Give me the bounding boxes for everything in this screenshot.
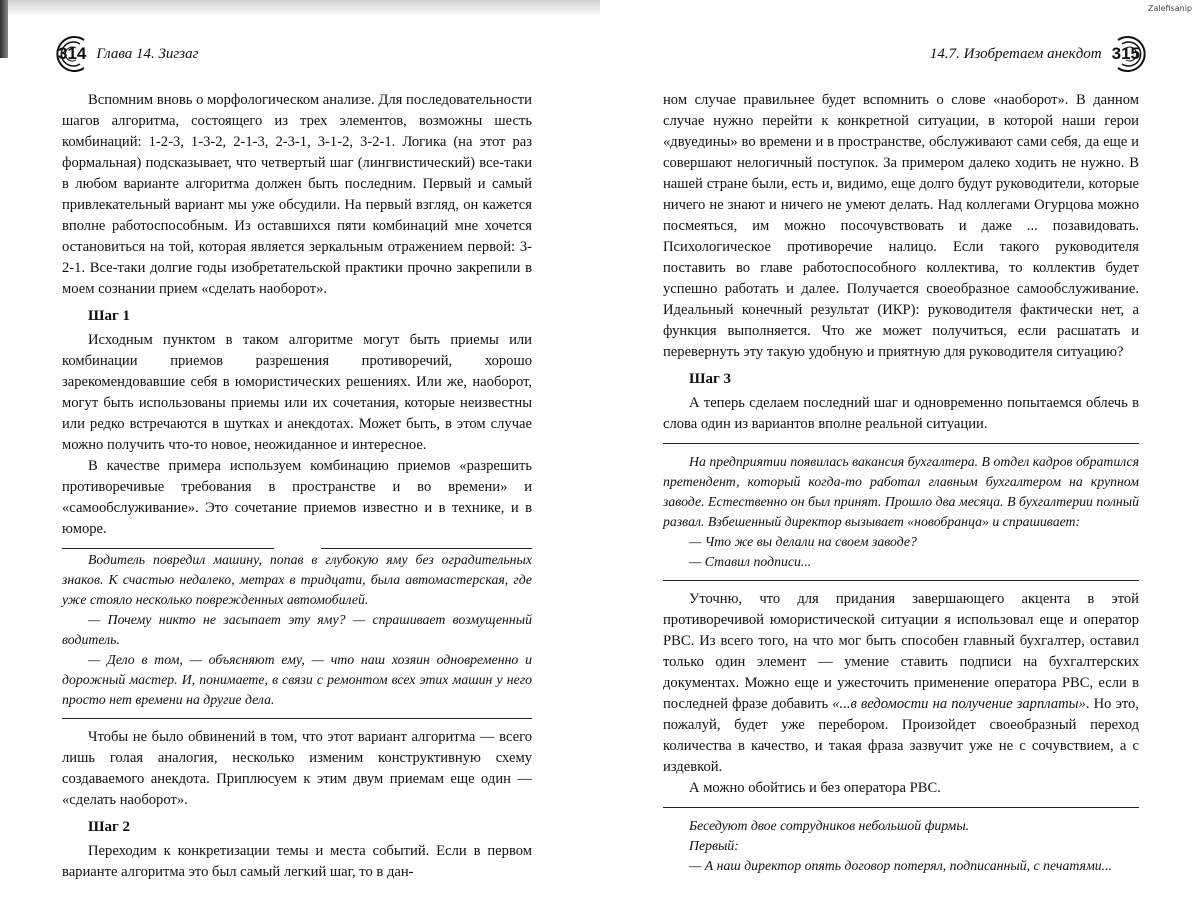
paragraph: Переходим к конкретизации темы и места событий. Если в первом варианте алгоритма это был самый легкий шаг, то в дан-	[62, 843, 532, 880]
paragraph: А теперь сделаем последний шаг и одновременно попытаемся облечь в слова один из вариантов вполне реальной ситуации.	[663, 395, 1139, 432]
joke-line: — Почему никто не засыпает эту яму? — спрашивает возмущенный водитель.	[62, 612, 532, 647]
joke-block	[663, 452, 1139, 572]
paragraph: В качестве примера используем комбинацию приемов «разрешить противоречивые требования в пространстве и во времени» и «самообслуживание». Это сочетание приемов известно и в технике, и в юморе.	[62, 458, 532, 537]
joke-block	[62, 550, 532, 710]
right-page	[600, 0, 1200, 903]
joke-divider-bottom	[663, 580, 1139, 581]
paragraph	[663, 589, 1139, 778]
paragraph: Чтобы не было обвинений в том, что этот вариант алгоритма — всего лишь голая аналогия, несколько изменим конструктивную схему создаваемого анекдота. Приплюсуем к этим двум приемам еще один — «сделать наоборот».	[62, 729, 532, 808]
running-head	[58, 44, 198, 64]
page-number: 314	[58, 44, 87, 63]
paragraph-text: Уточню, что для придания завершающего акцента в этой противоречивой юмористической ситуации я использовал еще и оператор РВС. Из всего того, на что мог быть способен главный бухгалтер, оставил только один элемент — умение ставить подписи на бухгалтерских документах. Можно еще и ужесточить применение оператора РВС, если в последней фразе добавить	[663, 591, 1139, 712]
joke-line: На предприятии появилась вакансия бухгалтера. В отдел кадров обратился претендент, который когда-то работал главным бухгалтером на крупном заводе. Естественно он был принят. Прошло два месяца. В бухгалтерии полный развал. Взбешенный директор вызывает «новобранца» и спрашивает:	[663, 454, 1139, 529]
paragraph: А можно обойтись и без оператора РВС.	[689, 780, 941, 796]
joke-line: Водитель повредил машину, попав в глубокую яму без оградительных знаков. К счастью недалеко, метрах в тридцати, была автомастерская, где уже стояло несколько поврежденных автомобилей.	[62, 552, 532, 607]
paragraph: Исходным пунктом в таком алгоритме могут быть приемы или комбинации приемов разрешения противоречий, хорошо зарекомендовавшие себя в юмористических решениях. Или же, наоборот, могут быть использованы приемы или их сочетания, которые неизвестны или редко встречаются в шутках и анекдотах. Может быть, в этом случае можно получить что-то новое, неожиданное и интересное.	[62, 332, 532, 453]
paragraph: Вспомним вновь о морфологическом анализе. Для последовательности шагов алгоритма, состоящего из трех элементов, возможны шесть комбинаций: 1-2-3, 1-3-2, 2-1-3, 2-3-1, 3-1-2, 3-2-1. Логика (на этот раз формальная) подсказывает, что четвертый шаг (лингвистический) все-таки в любом варианте алгоритма должен быть последним. Первый и самый привлекательный вариант мы уже обсудили. На первый взгляд, он кажется вполне работоспособным. Из оставшихся пяти комбинаций мне хочется остановиться на той, которая является зеркальным отражением первой: 3-2-1. Все-таки долгие годы изобретательской практики прочно закрепили в моем сознании прием «сделать наоборот».	[62, 92, 532, 297]
joke-line: — Ставил подписи...	[689, 554, 812, 569]
page-number-ornament-icon	[1108, 34, 1148, 74]
joke-line: — А наш директор опять договор потерял, подписанный, с печатями...	[689, 858, 1113, 873]
section-heading: Шаг 1	[88, 308, 131, 324]
page-number: 315	[1111, 44, 1140, 63]
joke-line: — Что же вы делали на своем заводе?	[689, 534, 917, 549]
joke-divider-top	[663, 807, 1139, 808]
joke-divider-top	[663, 443, 1139, 444]
joke-block	[663, 816, 1139, 876]
paragraph-italic-text: «...в ведомости на получение зарплаты»	[832, 696, 1086, 712]
section-heading: Шаг 3	[689, 371, 732, 387]
chapter-title: Глава 14. Зигзаг	[96, 45, 199, 62]
joke-divider-bottom	[62, 718, 532, 719]
watermark: Zalefisanip	[1147, 4, 1192, 13]
left-body-text	[62, 90, 532, 883]
paragraph-text: . Но это, пожалуй, будет уже перебором. Произойдет своеобразный переход количества в качество, и такая фраза зазвучит уже не с сочувствием, а с издевкой.	[663, 696, 1139, 775]
paragraph: ном случае правильнее будет вспомнить о слове «наоборот». В данном случае нужно перейти к конкретной ситуации, в которой наши герои «двуедины» во времени и в пространстве, обслуживают сами себя, да еще и совершают нелогичный поступок. За примером далеко ходить не нужно. В нашей стране были, есть и, видимо, еще долго будут руководители, которые ничего не знают и ничего не умеют делать. Над коллегами Огурцова можно посмеяться, им можно посочувствовать и даже ... позавидовать. Психологическое противоречие налицо. Если такого руководителя поставить во главе работоспособного коллектива, то коллектив будет успешно работать и далее. Получается своеобразное самообслуживание. Идеальный конечный результат (ИКР): руководителя фактически нет, а функция выполняется. Что же может получиться, если расшатать и перевернуть эту такую удобную и приятную для руководителя ситуацию?	[663, 92, 1139, 360]
joke-line: Беседуют двое сотрудников небольшой фирмы.	[689, 818, 970, 833]
joke-line: Первый:	[689, 838, 739, 853]
section-title: 14.7. Изобретаем анекдот	[929, 45, 1102, 62]
right-body-text	[663, 90, 1139, 876]
section-heading: Шаг 2	[88, 819, 131, 835]
joke-line: — Дело в том, — объясняют ему, — что наш хозяин одновременно и дорожный мастер. И, понимаете, в связи с ремонтом всех этих машин у него просто нет времени на другие дела.	[62, 652, 532, 707]
